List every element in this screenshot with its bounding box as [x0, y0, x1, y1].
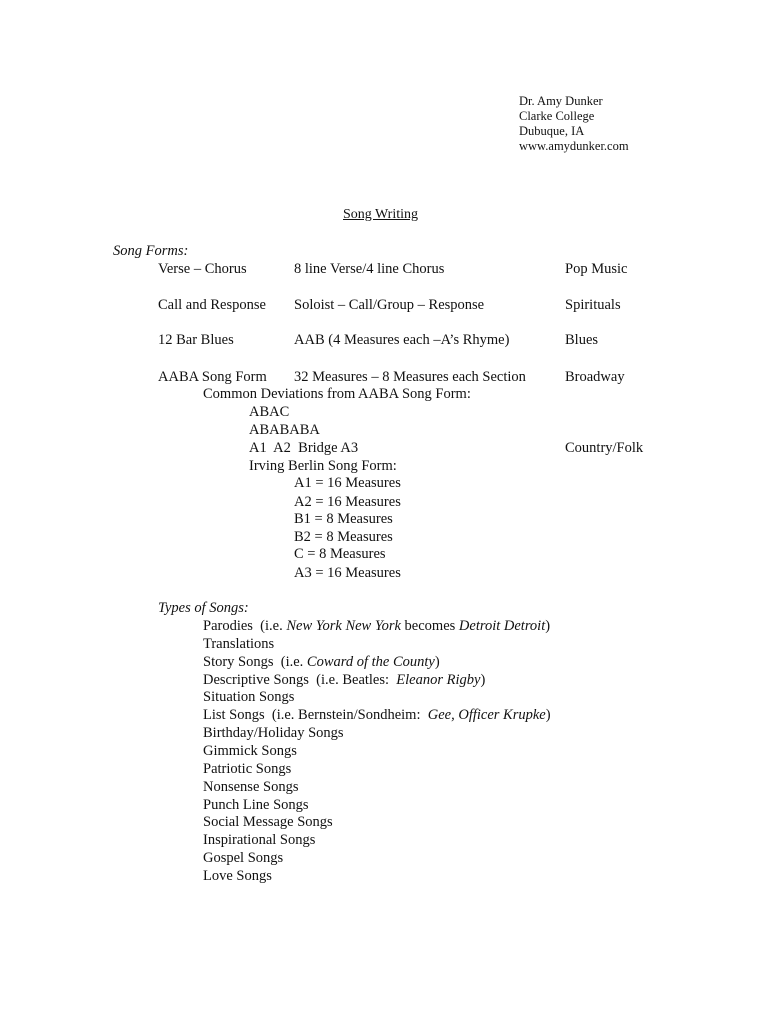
- deviation-genre: Country/Folk: [565, 440, 644, 456]
- deviations-heading: Common Deviations from AABA Song Form:: [203, 386, 471, 402]
- berlin-heading: Irving Berlin Song Form:: [249, 458, 397, 474]
- song-type-list: List Songs (i.e. Bernstein/Sondheim: Gee, Officer Krupke): [203, 707, 551, 723]
- form-genre: Pop Music: [565, 261, 628, 277]
- form-name: 12 Bar Blues: [158, 332, 234, 348]
- song-type-item: Birthday/Holiday Songs: [203, 725, 344, 741]
- song-type-item: Social Message Songs: [203, 814, 333, 830]
- berlin-item: B1 = 8 Measures: [294, 511, 393, 527]
- berlin-item: A3 = 16 Measures: [294, 565, 401, 581]
- song-type-item: Nonsense Songs: [203, 779, 299, 795]
- deviation-item: ABABABA: [249, 422, 320, 438]
- deviation-item: ABAC: [249, 404, 290, 420]
- form-genre: Blues: [565, 332, 599, 348]
- form-description: Soloist – Call/Group – Response: [294, 297, 485, 313]
- author-location: Dubuque, IA: [519, 124, 585, 138]
- deviation-item: A1 A2 Bridge A3: [249, 440, 359, 456]
- berlin-item: B2 = 8 Measures: [294, 529, 393, 545]
- form-name: AABA Song Form: [158, 369, 267, 385]
- song-type-item: Gospel Songs: [203, 850, 284, 866]
- author-website: www.amydunker.com: [519, 139, 629, 153]
- berlin-item: A2 = 16 Measures: [294, 494, 401, 510]
- song-type-item: Translations: [203, 636, 275, 652]
- song-type-parodies: Parodies (i.e. New York New York becomes Detroit Detroit): [203, 618, 551, 634]
- form-name: Verse – Chorus: [158, 261, 247, 277]
- form-genre: Broadway: [565, 369, 625, 385]
- song-type-descriptive: Descriptive Songs (i.e. Beatles: Eleanor Rigby): [203, 672, 486, 688]
- song-type-item: Punch Line Songs: [203, 797, 309, 813]
- berlin-item: C = 8 Measures: [294, 546, 386, 562]
- song-type-item: Inspirational Songs: [203, 832, 316, 848]
- form-description: AAB (4 Measures each –A’s Rhyme): [294, 332, 510, 348]
- form-description: 32 Measures – 8 Measures each Section: [294, 369, 526, 385]
- form-name: Call and Response: [158, 297, 266, 313]
- author-name: Dr. Amy Dunker: [519, 94, 603, 108]
- song-type-story: Story Songs (i.e. Coward of the County): [203, 654, 440, 670]
- song-type-item: Love Songs: [203, 868, 272, 884]
- song-forms-heading: Song Forms:: [113, 243, 189, 259]
- berlin-item: A1 = 16 Measures: [294, 475, 401, 491]
- author-school: Clarke College: [519, 109, 595, 123]
- form-description: 8 line Verse/4 line Chorus: [294, 261, 445, 277]
- types-heading: Types of Songs:: [158, 600, 249, 616]
- song-type-item: Gimmick Songs: [203, 743, 297, 759]
- form-genre: Spirituals: [565, 297, 621, 313]
- document-title: Song Writing: [343, 207, 419, 222]
- song-type-item: Patriotic Songs: [203, 761, 292, 777]
- song-type-item: Situation Songs: [203, 689, 295, 705]
